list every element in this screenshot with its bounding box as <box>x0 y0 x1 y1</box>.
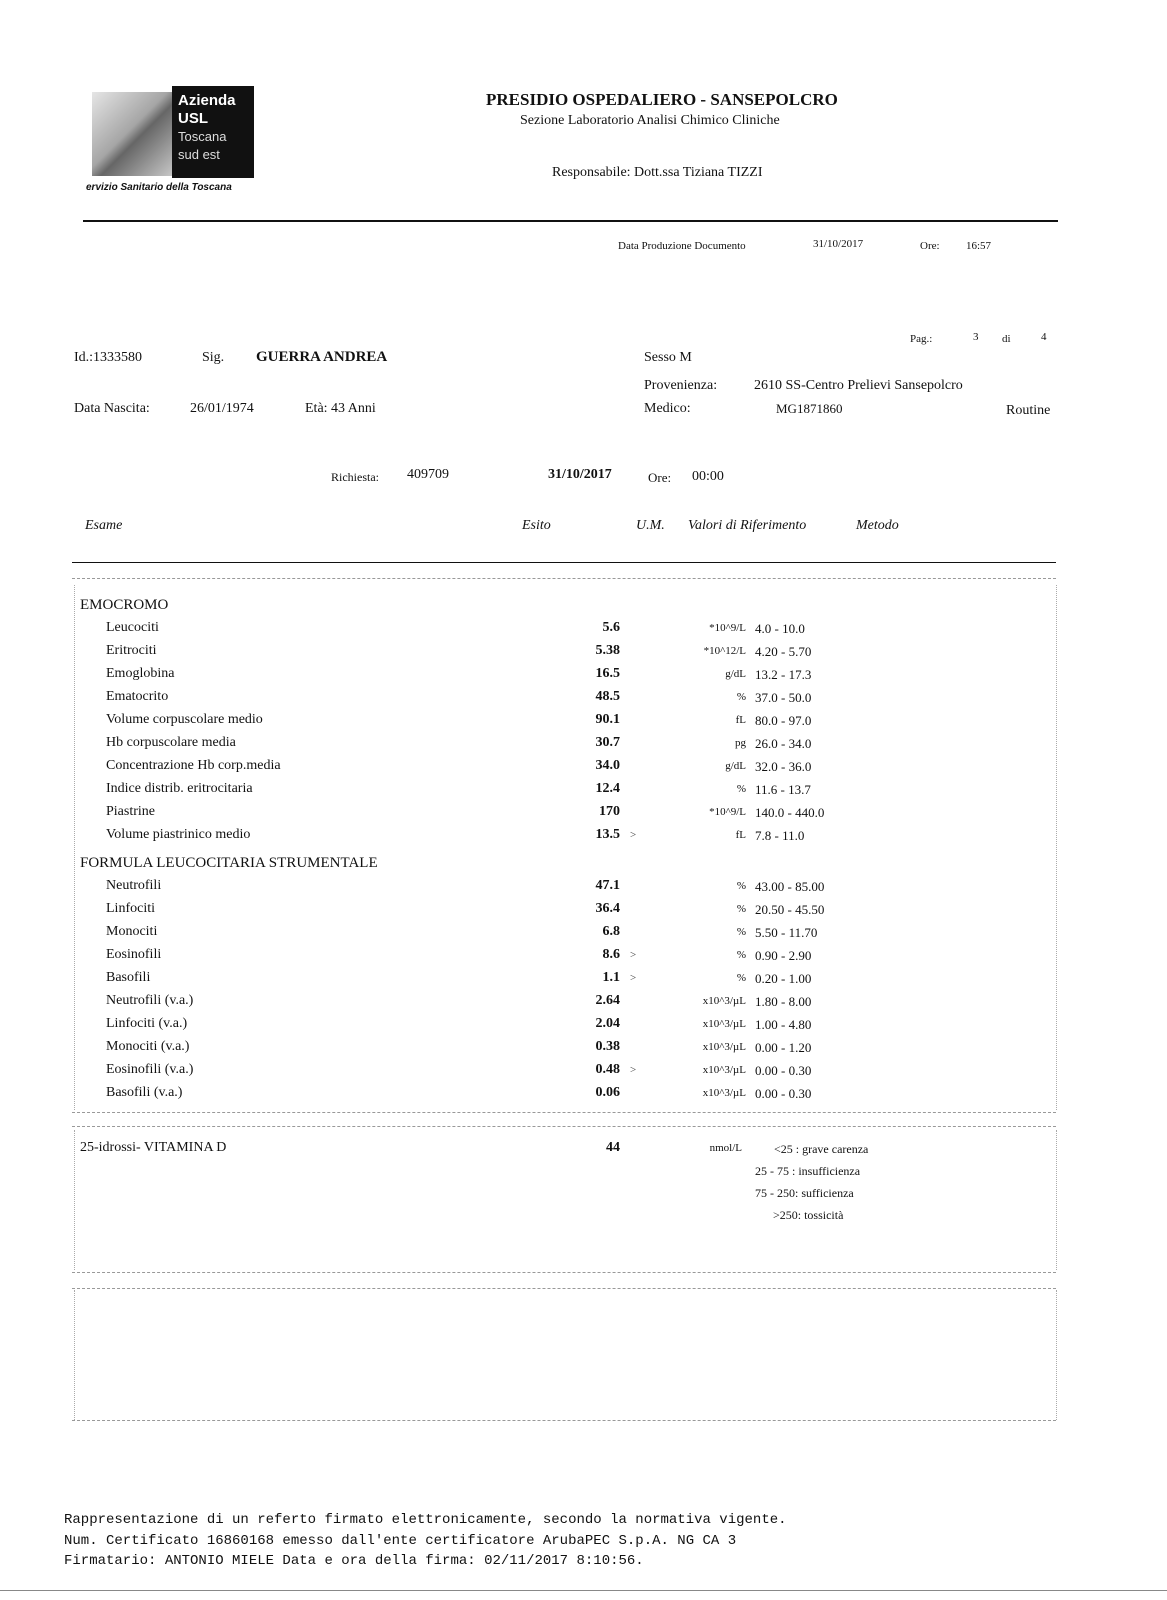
footer-line-2: Num. Certificato 16860168 emesso dall'ente certificatore ArubaPEC S.p.A. NG CA 3 <box>64 1533 737 1549</box>
provenance: 2610 SS-Centro Prelievi Sansepolcro <box>754 378 963 393</box>
exam-result: 1.1 <box>602 970 620 985</box>
section-dash-2 <box>72 1126 1056 1127</box>
exam-unit: x10^3/µL <box>702 1041 746 1053</box>
vitamin-ref-4: >250: tossicità <box>773 1208 844 1222</box>
page-current: 3 <box>973 331 979 343</box>
col-reference: Valori di Riferimento <box>688 518 807 533</box>
logo-box: Azienda USL Toscana sud est <box>172 86 254 178</box>
vitamin-value: 44 <box>606 1140 620 1155</box>
exam-unit: x10^3/µL <box>702 1064 746 1076</box>
exam-name: Eosinofili <box>106 947 162 962</box>
box-right-border <box>1056 585 1057 1110</box>
exam-reference: 11.6 - 13.7 <box>755 782 811 797</box>
empty-box-left <box>74 1290 75 1420</box>
exam-name: Volume piastrinico medio <box>106 827 251 842</box>
section-formula: FORMULA LEUCOCITARIA STRUMENTALE <box>80 855 378 871</box>
exam-name: Eosinofili (v.a.) <box>106 1062 194 1077</box>
exam-name: Emoglobina <box>106 666 175 681</box>
page-total: 4 <box>1041 331 1047 343</box>
exam-name: Linfociti (v.a.) <box>106 1016 188 1031</box>
exam-name: Indice distrib. eritrocitaria <box>106 781 253 796</box>
vitamin-unit: nmol/L <box>709 1142 742 1154</box>
patient-title: Sig. <box>202 350 225 365</box>
exam-flag: > <box>630 949 637 961</box>
exam-reference: 20.50 - 45.50 <box>755 902 825 917</box>
exam-unit: % <box>736 691 746 703</box>
exam-name: Volume corpuscolare medio <box>106 712 263 727</box>
exam-reference: 4.0 - 10.0 <box>755 621 805 636</box>
exam-unit: g/dL <box>725 668 746 680</box>
exam-result: 90.1 <box>595 712 620 727</box>
logo-caption: ervizio Sanitario della Toscana <box>86 182 232 193</box>
exam-reference: 5.50 - 11.70 <box>755 925 818 940</box>
request-time: 00:00 <box>692 469 724 484</box>
exam-flag: > <box>630 972 637 984</box>
exam-result: 2.04 <box>595 1016 620 1031</box>
request-time-label: Ore: <box>648 470 672 485</box>
exam-name: Linfociti <box>106 901 155 916</box>
exam-unit: % <box>736 880 746 892</box>
exam-unit: x10^3/µL <box>702 1018 746 1030</box>
exam-unit: % <box>736 972 746 984</box>
exam-unit: pg <box>735 737 746 749</box>
exam-reference: 0.20 - 1.00 <box>755 971 812 986</box>
patient-sex: Sesso M <box>644 350 692 365</box>
provenance-label: Provenienza: <box>644 378 718 393</box>
exam-result: 8.6 <box>602 947 620 962</box>
exam-result: 6.8 <box>602 924 620 939</box>
exam-reference: 32.0 - 36.0 <box>755 759 812 774</box>
section-emocromo: EMOCROMO <box>80 597 169 613</box>
empty-box-bottom <box>72 1420 1056 1421</box>
exam-reference: 80.0 - 97.0 <box>755 713 812 728</box>
production-date: 31/10/2017 <box>813 238 864 250</box>
exam-reference: 140.0 - 440.0 <box>755 805 825 820</box>
column-rule <box>72 562 1056 563</box>
col-result: Esito <box>522 518 551 533</box>
birth-date: 26/01/1974 <box>190 401 254 416</box>
footer-line-1: Rappresentazione di un referto firmato elettronicamente, secondo la normativa vigente. <box>64 1512 787 1528</box>
header-rule <box>83 220 1058 222</box>
usl-logo <box>86 86 266 198</box>
exam-flag: > <box>630 1064 637 1076</box>
production-time: 16:57 <box>966 240 992 252</box>
exam-reference: 43.00 - 85.00 <box>755 879 825 894</box>
exam-result: 34.0 <box>595 758 620 773</box>
request-number: 409709 <box>407 467 449 482</box>
exam-unit: *10^9/L <box>709 622 746 634</box>
exam-name: Basofili <box>106 970 151 985</box>
lab-section: Sezione Laboratorio Analisi Chimico Cliniche <box>520 113 780 128</box>
exam-result: 12.4 <box>595 781 620 796</box>
exam-name: Hb corpuscolare media <box>106 735 236 750</box>
exam-result: 170 <box>599 804 620 819</box>
responsible: Responsabile: Dott.ssa Tiziana TIZZI <box>552 165 763 180</box>
exam-name: Neutrofili (v.a.) <box>106 993 194 1008</box>
exam-unit: % <box>736 783 746 795</box>
doctor-label: Medico: <box>644 401 691 416</box>
exam-reference: 1.00 - 4.80 <box>755 1017 812 1032</box>
vit-box-right <box>1056 1130 1057 1270</box>
exam-result: 5.38 <box>595 643 620 658</box>
exam-unit: fL <box>735 829 746 841</box>
exam-reference: 0.00 - 0.30 <box>755 1086 812 1101</box>
vitamin-name: 25-idrossi- VITAMINA D <box>80 1140 227 1155</box>
exam-result: 48.5 <box>595 689 620 704</box>
page-label: Pag.: <box>910 333 933 345</box>
exam-name: Eritrociti <box>106 643 157 658</box>
exam-name: Neutrofili <box>106 878 162 893</box>
doctor-code: MG1871860 <box>776 401 843 416</box>
exam-unit: % <box>736 926 746 938</box>
exam-unit: fL <box>735 714 746 726</box>
bottom-rule <box>0 1590 1167 1591</box>
vitamin-ref-1: <25 : grave carenza <box>774 1142 869 1156</box>
section-dash-1 <box>72 1112 1056 1113</box>
exam-unit: x10^3/µL <box>702 1087 746 1099</box>
vitamin-ref-2: 25 - 75 : insufficienza <box>755 1164 861 1178</box>
exam-result: 2.64 <box>595 993 620 1008</box>
exam-reference: 37.0 - 50.0 <box>755 690 812 705</box>
exam-reference: 0.90 - 2.90 <box>755 948 812 963</box>
exam-name: Monociti <box>106 924 158 939</box>
exam-reference: 7.8 - 11.0 <box>755 828 805 843</box>
exam-result: 16.5 <box>595 666 620 681</box>
exam-flag: > <box>630 829 637 841</box>
exam-result: 0.38 <box>595 1039 620 1054</box>
vit-box-left <box>74 1130 75 1270</box>
exam-name: Concentrazione Hb corp.media <box>106 758 281 773</box>
patient-age: Età: 43 Anni <box>305 401 376 416</box>
exam-reference: 1.80 - 8.00 <box>755 994 812 1009</box>
exam-result: 5.6 <box>602 620 620 635</box>
exam-unit: % <box>736 949 746 961</box>
exam-unit: g/dL <box>725 760 746 772</box>
box-left-border <box>74 585 75 1110</box>
exam-reference: 26.0 - 34.0 <box>755 736 812 751</box>
footer-line-3: Firmatario: ANTONIO MIELE Data e ora della firma: 02/11/2017 8:10:56. <box>64 1553 644 1569</box>
production-label: Data Produzione Documento <box>618 240 746 252</box>
exam-name: Ematocrito <box>106 689 169 704</box>
exam-unit: *10^12/L <box>703 645 746 657</box>
exam-reference: 13.2 - 17.3 <box>755 667 812 682</box>
exam-reference: 4.20 - 5.70 <box>755 644 812 659</box>
column-dash <box>72 578 1056 579</box>
exam-unit: *10^9/L <box>709 806 746 818</box>
request-label: Richiesta: <box>331 470 379 484</box>
col-exam: Esame <box>85 518 123 533</box>
exam-result: 0.48 <box>595 1062 620 1077</box>
col-unit: U.M. <box>636 518 665 533</box>
hospital-title: PRESIDIO OSPEDALIERO - SANSEPOLCRO <box>486 90 838 109</box>
empty-box-top <box>72 1288 1056 1289</box>
exam-unit: x10^3/µL <box>702 995 746 1007</box>
exam-result: 47.1 <box>595 878 620 893</box>
patient-name: GUERRA ANDREA <box>256 349 388 365</box>
patient-id: Id.:1333580 <box>74 350 143 365</box>
exam-name: Leucociti <box>106 620 159 635</box>
exam-reference: 0.00 - 0.30 <box>755 1063 812 1078</box>
production-time-label: Ore: <box>920 240 940 252</box>
exam-result: 30.7 <box>595 735 620 750</box>
col-method: Metodo <box>856 518 899 533</box>
exam-unit: % <box>736 903 746 915</box>
exam-reference: 0.00 - 1.20 <box>755 1040 812 1055</box>
vit-bottom-dash <box>72 1272 1056 1273</box>
vitamin-ref-3: 75 - 250: sufficienza <box>755 1186 854 1200</box>
exam-result: 36.4 <box>595 901 620 916</box>
exam-name: Piastrine <box>106 804 155 819</box>
priority: Routine <box>1006 403 1051 418</box>
page-of: di <box>1002 333 1011 345</box>
exam-result: 13.5 <box>595 827 620 842</box>
exam-name: Monociti (v.a.) <box>106 1039 190 1054</box>
birth-label: Data Nascita: <box>74 401 150 416</box>
logo-image <box>92 92 176 176</box>
exam-name: Basofili (v.a.) <box>106 1085 183 1100</box>
request-date: 31/10/2017 <box>548 467 612 482</box>
empty-box-right <box>1056 1290 1057 1420</box>
exam-result: 0.06 <box>595 1085 620 1100</box>
